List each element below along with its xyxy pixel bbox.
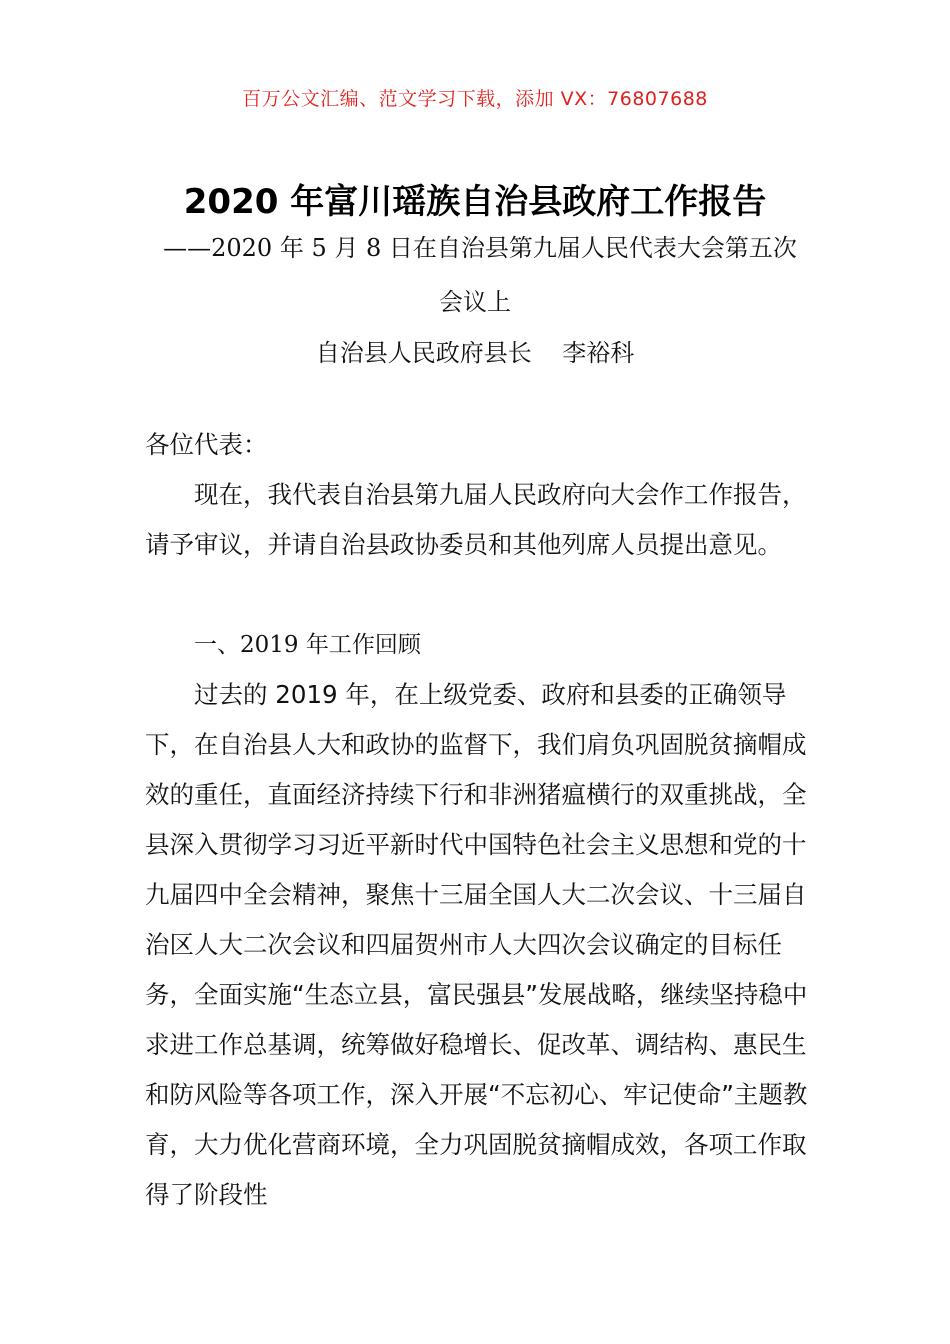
salutation	[145, 420, 810, 470]
section-heading	[145, 620, 810, 670]
paragraph-intro	[145, 470, 810, 570]
document-title: 2020 年富川瑶族自治县政府工作报告	[183, 182, 767, 222]
paragraph-review	[145, 670, 810, 1220]
author-line: 自治县人民政府县长 李裕科	[315, 339, 635, 367]
paragraph-review-text: 过去的 2019 年，在上级党委、政府和县委的正确领导下，在自治县人大和政协的监督下，我们肩负巩固脱贫摘帽成效的重任，直面经济持续下行和非洲猪瘟横行的双重挑战，全县深入贯彻学习习近平新时代中国特色社会主义思想和党的十九届四中全会精神，聚焦十三届全国人大二次会议、十三届自治区人大二次会议和四届贺州市人大四次会议确定的目标任务，全面实施“生态立县，富民强县”发展战略，继续坚持稳中求进工作总基调，统筹做好稳增长、促改革、调结构、惠民生和防风险等各项工作，深入开展“不忘初心、牢记使命”主题教育，大力优化营商环境，全力巩固脱贫摘帽成效，各项工作取得了阶段性	[145, 680, 808, 1209]
subtitle-line-2: 会议上	[439, 288, 511, 316]
subtitle-line-1: ——2020 年 5 月 8 日在自治县第九届人民代表大会第五次	[163, 234, 797, 262]
header-watermark-note: 百万公文汇编、范文学习下载，添加 VX：76807688	[242, 88, 708, 110]
section-heading-text: 一、2019 年工作回顾	[194, 632, 421, 658]
salutation-text: 各位代表：	[145, 430, 268, 459]
paragraph-intro-text: 现在，我代表自治县第九届人民政府向大会作工作报告，请予审议，并请自治县政协委员和其他列席人员提出意见。	[145, 480, 807, 559]
